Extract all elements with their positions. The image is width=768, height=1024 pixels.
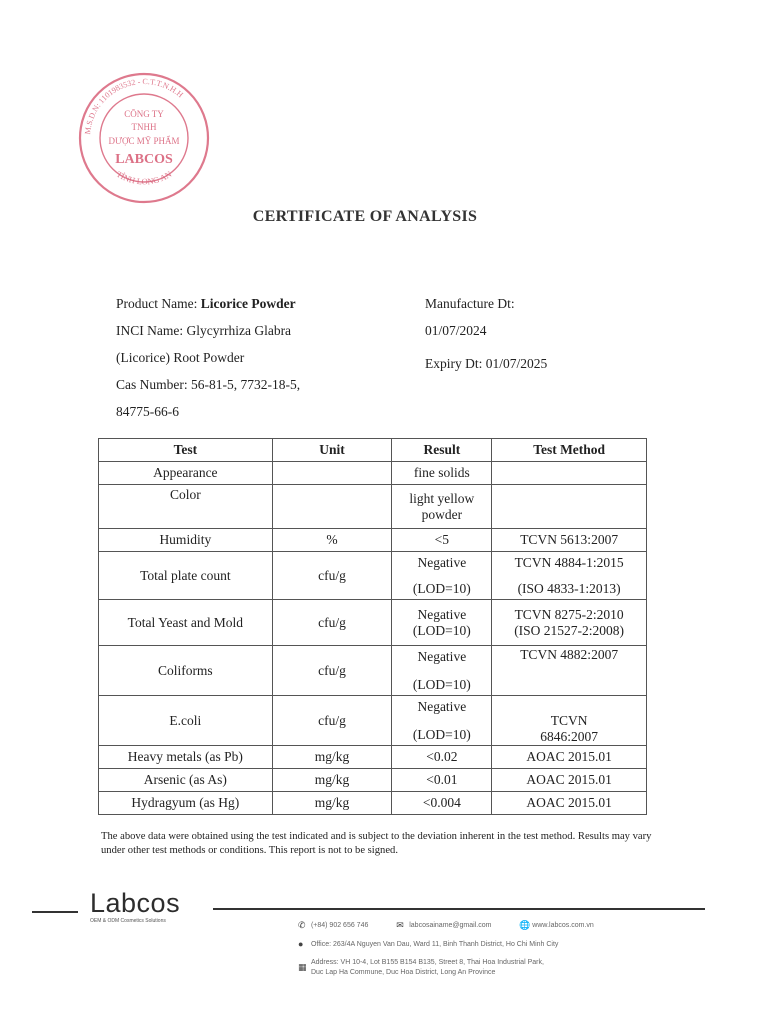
date-info <box>425 290 675 377</box>
cell-result <box>392 600 492 646</box>
product-name-label: Product Name: <box>116 296 198 311</box>
cell-method-line-2: (ISO 4833-1:2013) <box>517 580 621 596</box>
cell-test: Hydragyum (as Hg) <box>99 792 273 815</box>
cell-test: Humidity <box>99 529 273 552</box>
header-unit: Unit <box>272 439 392 462</box>
cell-method <box>492 600 647 646</box>
svg-text:TỈNH LONG AN <box>115 169 174 187</box>
cell-method: AOAC 2015.01 <box>492 746 647 769</box>
table-row <box>99 646 647 696</box>
globe-icon: 🌐 <box>519 920 531 930</box>
cell-unit: mg/kg <box>272 769 392 792</box>
analysis-table <box>98 438 647 815</box>
footer-address-line-2: Duc Lap Ha Commune, Duc Hoa District, Long An Province <box>310 969 496 976</box>
header-result: Result <box>392 439 492 462</box>
cas-number-line-1: Cas Number: 56-81-5, 7732-18-5, <box>116 377 301 392</box>
footer-phone: (+84) 902 656 746 <box>310 921 369 929</box>
cell-result <box>392 696 492 746</box>
header-test: Test <box>99 439 273 462</box>
factory-icon: ▦ <box>298 962 307 972</box>
table-row <box>99 462 647 485</box>
footer-address-row <box>298 958 718 978</box>
cell-unit: mg/kg <box>272 792 392 815</box>
cell-test: Appearance <box>99 462 273 485</box>
cell-result <box>392 552 492 600</box>
product-name-line <box>116 290 416 317</box>
disclaimer-note: The above data were obtained using the test indicated and is subject to the deviation inherent in the test method. Results may vary under other test methods or conditions. This report is not to be signed. <box>101 831 652 856</box>
cell-method <box>492 552 647 600</box>
cell-result: <0.01 <box>392 769 492 792</box>
footer-office-row <box>298 939 718 950</box>
cell-method <box>492 462 647 485</box>
table-row <box>99 485 647 529</box>
cell-method <box>492 696 647 746</box>
cell-method: TCVN 5613:2007 <box>492 529 647 552</box>
footer-office: Office: 263/4A Nguyen Van Dau, Ward 11, Binh Thanh District, Ho Chi Minh City <box>310 940 559 948</box>
location-pin-icon: ● <box>298 939 304 949</box>
cell-method: AOAC 2015.01 <box>492 792 647 815</box>
seal-line-1: CÔNG TY <box>124 109 164 119</box>
company-seal <box>76 70 212 206</box>
footer-contact-row <box>298 920 718 931</box>
footer-divider-right <box>213 908 705 910</box>
cell-result: <5 <box>392 529 492 552</box>
cell-method-line-1: TCVN <box>550 713 588 728</box>
table-row <box>99 769 647 792</box>
cell-result: <0.02 <box>392 746 492 769</box>
cell-method-line-1: TCVN 8275-2:2010 <box>514 606 624 622</box>
seal-line-4: LABCOS <box>115 152 173 167</box>
cell-method: TCVN 4882:2007 <box>492 646 647 696</box>
cell-result-line-2: powder <box>421 506 463 522</box>
cell-result-line-2: (LOD=10) <box>412 726 471 742</box>
cell-test: Color <box>99 485 273 529</box>
manufacture-label: Manufacture Dt: <box>425 296 515 311</box>
cell-method-line-2: (ISO 21527-2:2008) <box>514 622 625 638</box>
cell-unit: cfu/g <box>272 696 392 746</box>
cell-unit: % <box>272 529 392 552</box>
cell-result-line-2: (LOD=10) <box>412 676 471 692</box>
seal-outer-text: M.S.D.N: 1101983532 - C.T.T.N.H.H <box>83 76 185 135</box>
cell-test: Arsenic (as As) <box>99 769 273 792</box>
cell-result <box>392 646 492 696</box>
footer-address <box>311 958 544 978</box>
footer-divider-left <box>32 911 78 913</box>
cell-result-line-2: (LOD=10) <box>412 622 471 638</box>
phone-icon: ✆ <box>298 920 306 930</box>
seal-line-3: DƯỢC MỸ PHẨM <box>108 136 180 146</box>
cell-result <box>392 485 492 529</box>
seal-bottom-text: TỈNH LONG AN <box>114 168 174 187</box>
cell-result: fine solids <box>392 462 492 485</box>
footer-website: www.labcos.com.vn <box>532 921 594 929</box>
cell-result: <0.004 <box>392 792 492 815</box>
table-header-row <box>99 439 647 462</box>
cell-method-line-1: TCVN 4884-1:2015 <box>514 554 624 570</box>
header-method: Test Method <box>492 439 647 462</box>
table-row <box>99 746 647 769</box>
footer-address-line-1: Address: VH 10-4, Lot B155 B154 B135, Street 8, Thai Hoa Industrial Park, <box>310 959 544 966</box>
cell-unit: cfu/g <box>272 600 392 646</box>
document-title: CERTIFICATE OF ANALYSIS <box>252 208 478 225</box>
cell-unit: mg/kg <box>272 746 392 769</box>
cell-result-line-1: Negative <box>417 554 467 570</box>
cell-test: E.coli <box>99 696 273 746</box>
cell-unit: cfu/g <box>272 646 392 696</box>
expiry-date: Expiry Dt: 01/07/2025 <box>425 356 548 371</box>
company-tagline: OEM & ODM Cosmetics Solutions <box>90 918 166 924</box>
cell-result-line-1: light yellow <box>409 490 475 506</box>
cell-unit <box>272 485 392 529</box>
product-name-value: Licorice Powder <box>200 296 296 311</box>
table-row <box>99 552 647 600</box>
company-logo: Labcos <box>90 888 181 918</box>
footer-email: labcosainame@gmail.com <box>409 921 492 929</box>
cell-result-line-1: Negative <box>417 698 467 714</box>
seal-line-2: TNHH <box>131 122 157 132</box>
cell-result-line-2: (LOD=10) <box>412 580 471 596</box>
table-row <box>99 792 647 815</box>
cell-test: Heavy metals (as Pb) <box>99 746 273 769</box>
cell-method-line-2: 6846:2007 <box>540 729 599 744</box>
mail-icon: ✉ <box>396 920 404 930</box>
table-row <box>99 600 647 646</box>
cell-method <box>492 485 647 529</box>
cell-unit <box>272 462 392 485</box>
cas-number-line-2: 84775-66-6 <box>116 404 179 419</box>
table-row <box>99 529 647 552</box>
inci-name-line-1: INCI Name: Glycyrrhiza Glabra <box>116 323 292 338</box>
cell-test: Total plate count <box>99 552 273 600</box>
manufacture-date: 01/07/2024 <box>425 323 487 338</box>
cell-method: AOAC 2015.01 <box>492 769 647 792</box>
product-info <box>116 290 416 425</box>
cell-result-line-1: Negative <box>417 648 467 664</box>
cell-test: Total Yeast and Mold <box>99 600 273 646</box>
table-row <box>99 696 647 746</box>
cell-test: Coliforms <box>99 646 273 696</box>
inci-name-line-2: (Licorice) Root Powder <box>116 350 245 365</box>
cell-unit: cfu/g <box>272 552 392 600</box>
cell-result-line-1: Negative <box>417 606 467 622</box>
